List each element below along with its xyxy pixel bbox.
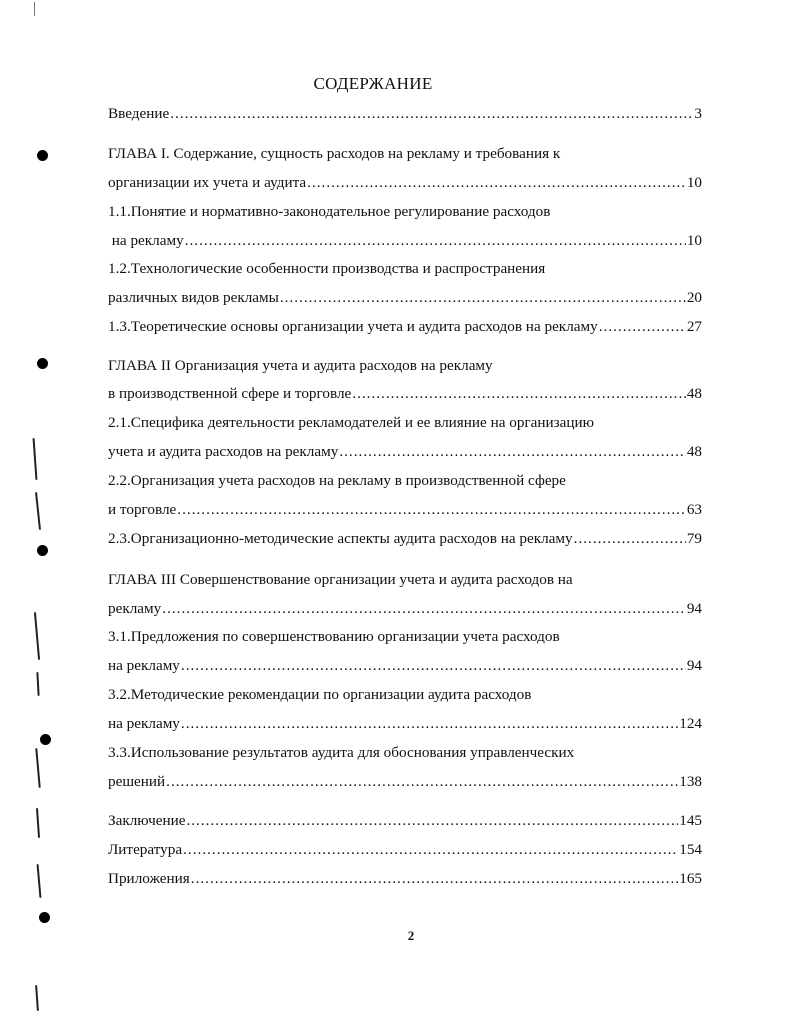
dot-leader: [599, 317, 686, 337]
toc-page-number: 79: [686, 530, 702, 547]
toc-entry-text: 2.3.Организационно-методические аспекты аудита расходов на рекламу: [108, 530, 573, 547]
toc-entry-text: 2.2.Организация учета расходов на рекламу в производственной сфере: [108, 472, 566, 489]
toc-entry-chapter-3-cont: [108, 599, 702, 619]
toc-page-number: 124: [679, 715, 702, 732]
toc-page-number: 165: [679, 870, 702, 887]
scan-edge-line: [37, 864, 42, 898]
dot-leader: [185, 231, 686, 251]
punch-hole-mark: [40, 734, 51, 745]
toc-entry-text: 1.3.Теоретические основы организации учета и аудита расходов на рекламу: [108, 318, 598, 335]
toc-entry-text: 3.2.Методические рекомендации по организации аудита расходов: [108, 686, 532, 703]
toc-entry-text: рекламу: [108, 600, 162, 617]
toc-entry-text: учета и аудита расходов на рекламу: [108, 443, 339, 460]
toc-entry-section-2-1-cont: [108, 442, 702, 462]
toc-entry-section-2-1: [108, 413, 702, 433]
toc-entry-text: 1.1.Понятие и нормативно-законодательное регулирование расходов: [108, 203, 551, 220]
page-title: СОДЕРЖАНИЕ: [313, 74, 433, 93]
punch-hole-mark: [39, 912, 50, 923]
scan-edge-line: [34, 2, 35, 16]
scan-edge-line: [35, 492, 41, 530]
toc-entry-text: 2.1.Специфика деятельности рекламодателей и ее влияние на организацию: [108, 414, 595, 431]
toc-entry-text: решений: [108, 773, 166, 790]
punch-hole-mark: [37, 545, 48, 556]
dot-leader: [162, 599, 686, 619]
dot-leader: [181, 656, 686, 676]
dot-leader: [177, 500, 686, 520]
toc-entry-section-1-3: [108, 317, 702, 337]
toc-page-number: 48: [686, 443, 702, 460]
toc-entry-section-2-2: [108, 471, 702, 491]
toc-entry-text: на рекламу: [108, 232, 184, 249]
toc-entry-text: Литература: [108, 841, 183, 858]
toc-page-number: 10: [686, 232, 702, 249]
toc-entry-text: Заключение: [108, 812, 186, 829]
toc-entry-chapter-2-cont: [108, 384, 702, 404]
dot-leader: [352, 384, 686, 404]
toc-entry-section-3-2: [108, 685, 702, 705]
toc-entry-intro: [108, 104, 702, 124]
toc-entry-section-1-2-cont: [108, 288, 702, 308]
dot-leader: [166, 772, 678, 792]
toc-entry-section-2-2-cont: [108, 500, 702, 520]
toc-entry-section-1-1-cont: [108, 231, 702, 251]
dot-leader: [170, 104, 693, 124]
dot-leader: [574, 529, 686, 549]
toc-entry-chapter-1-cont: [108, 173, 702, 193]
dot-leader: [280, 288, 686, 308]
dot-leader: [191, 869, 678, 889]
page-number: 2: [407, 928, 415, 943]
scan-edge-line: [35, 748, 40, 788]
toc-entry-section-3-3: [108, 743, 702, 763]
dot-leader: [307, 173, 686, 193]
toc-entry-conclusion: [108, 811, 702, 831]
toc-entry-section-3-1-cont: [108, 656, 702, 676]
toc-page-number: 3: [694, 105, 702, 122]
toc-entry-appendix: [108, 869, 702, 889]
toc-entry-section-2-3: [108, 529, 702, 549]
toc-page-number: 145: [679, 812, 702, 829]
toc-page-number: 63: [686, 501, 702, 518]
toc-entry-text: 3.3.Использование результатов аудита для обоснования управленческих: [108, 744, 575, 761]
toc-page-number: 94: [686, 600, 702, 617]
toc-entry-text: ГЛАВА I. Содержание, сущность расходов на рекламу и требования к: [108, 145, 561, 162]
toc-entry-section-1-2: [108, 259, 702, 279]
toc-page-number: 94: [686, 657, 702, 674]
dot-leader: [339, 442, 685, 462]
toc-entry-text: 3.1.Предложения по совершенствованию организации учета расходов: [108, 628, 560, 645]
dot-leader: [186, 811, 678, 831]
toc-page-number: 27: [686, 318, 702, 335]
toc-page-number: 48: [686, 385, 702, 402]
toc-page-number: 138: [679, 773, 702, 790]
toc-entry-text: в производственной сфере и торговле: [108, 385, 352, 402]
toc-entry-text: Введение: [108, 105, 170, 122]
toc-entry-text: Приложения: [108, 870, 190, 887]
toc-entry-text: ГЛАВА II Организация учета и аудита расходов на рекламу: [108, 357, 493, 374]
dot-leader: [181, 714, 678, 734]
toc-entry-chapter-2: [108, 356, 702, 376]
punch-hole-mark: [37, 358, 48, 369]
toc-entry-text: и торговле: [108, 501, 177, 518]
toc-entry-text: различных видов рекламы: [108, 289, 279, 306]
toc-entry-section-3-3-cont: [108, 772, 702, 792]
toc-page-number: 154: [679, 841, 702, 858]
scan-edge-line: [35, 985, 39, 1011]
scan-edge-line: [36, 672, 39, 696]
scan-edge-line: [36, 808, 40, 838]
toc-entry-text: на рекламу: [108, 715, 180, 732]
toc-entry-text: на рекламу: [108, 657, 180, 674]
toc-entry-chapter-1: [108, 144, 702, 164]
toc-entry-text: организации их учета и аудита: [108, 174, 307, 191]
toc-page-number: 20: [686, 289, 702, 306]
toc-entry-chapter-3: [108, 570, 702, 590]
toc-entry-text: 1.2.Технологические особенности производства и распространения: [108, 260, 546, 277]
dot-leader: [183, 840, 678, 860]
scan-edge-line: [34, 612, 40, 660]
toc-entry-section-1-1: [108, 202, 702, 222]
punch-hole-mark: [37, 150, 48, 161]
toc-entry-text: ГЛАВА III Совершенствование организации учета и аудита расходов на: [108, 571, 573, 588]
toc-entry-section-3-1: [108, 627, 702, 647]
toc-entry-literature: [108, 840, 702, 860]
toc-page-number: 10: [686, 174, 702, 191]
scan-edge-line: [33, 438, 38, 480]
toc-entry-section-3-2-cont: [108, 714, 702, 734]
